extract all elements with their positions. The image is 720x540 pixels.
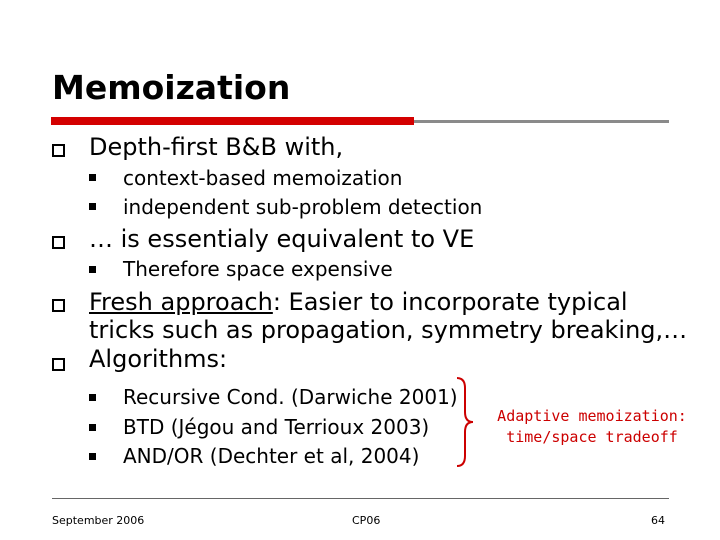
sub-bullet-space-expensive: Therefore space expensive	[123, 257, 393, 281]
footer-date: September 2006	[52, 514, 145, 527]
hollow-square-bullet-icon	[52, 236, 65, 249]
footer-venue: CP06	[352, 514, 381, 527]
sub-bullet-recursive-cond: Recursive Cond. (Darwiche 2001)	[123, 385, 458, 409]
square-bullet-icon	[89, 174, 96, 181]
title-underline-red	[51, 117, 414, 125]
hollow-square-bullet-icon	[52, 299, 65, 312]
sub-bullet-context: context-based memoization	[123, 166, 403, 190]
bullet-depth-first: Depth-first B&B with,	[89, 133, 344, 161]
square-bullet-icon	[89, 394, 96, 401]
square-bullet-icon	[89, 203, 96, 210]
annotation-line-2: time/space tradeoff	[506, 428, 678, 446]
title-underline-gray	[414, 120, 669, 123]
square-bullet-icon	[89, 453, 96, 460]
slide-title: Memoization	[52, 68, 291, 107]
sub-bullet-and-or: AND/OR (Dechter et al, 2004)	[123, 444, 420, 468]
sub-bullet-btd: BTD (Jégou and Terrioux 2003)	[123, 415, 430, 439]
adaptive-memoization-note	[486, 406, 698, 448]
hollow-square-bullet-icon	[52, 358, 65, 371]
hollow-square-bullet-icon	[52, 144, 65, 157]
curly-brace-icon	[453, 376, 477, 468]
bullet-equivalent-ve: … is essentialy equivalent to VE	[89, 225, 475, 253]
square-bullet-icon	[89, 266, 96, 273]
footer-divider	[52, 498, 669, 499]
fresh-approach-underlined: Fresh approach	[89, 288, 273, 316]
annotation-line-1: Adaptive memoization:	[497, 407, 687, 425]
fresh-approach-rest: : Easier to incorporate typical	[272, 288, 628, 316]
sub-bullet-independent: independent sub-problem detection	[123, 195, 483, 219]
bullet-fresh-approach	[89, 288, 628, 316]
footer-page-number: 64	[651, 514, 665, 527]
bullet-fresh-approach-line2: tricks such as propagation, symmetry breaking,…	[89, 316, 688, 344]
bullet-algorithms: Algorithms:	[89, 345, 228, 373]
square-bullet-icon	[89, 424, 96, 431]
